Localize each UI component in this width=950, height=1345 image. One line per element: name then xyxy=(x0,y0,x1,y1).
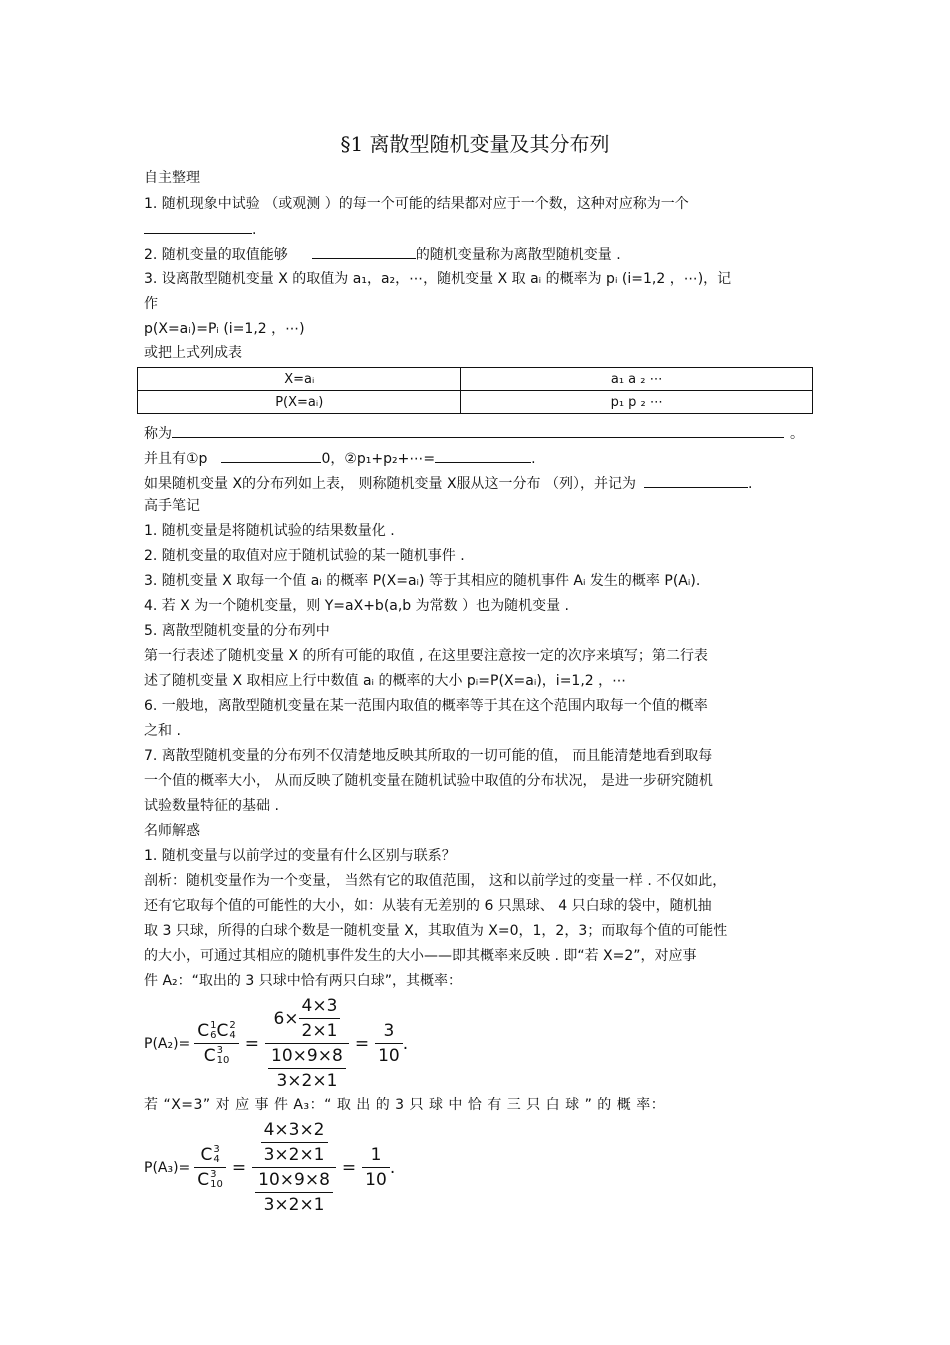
note-6-line-2: 之和 . xyxy=(144,723,181,739)
analysis-line-4: 的大小，可通过其相应的随机事件发生的大小——即其概率来反映 . 即“若 X=2”，对应事 xyxy=(144,948,697,964)
table-cell: X=aᵢ xyxy=(138,368,461,391)
item-1-line-1: 1. 随机现象中试验 （或观测 ）的每一个可能的结果都对应于一个数，这种对应称为一个 xyxy=(144,196,689,212)
result-fraction: $\frac{3}{10}$ xyxy=(375,1021,403,1066)
expanded-fraction: 6× $\frac{4\times 3}{2\times 1}$ $\frac{10\times 9\times 8}{3\times 2\times 1}$ xyxy=(265,996,349,1091)
item-3-formula: p(X=aᵢ)=Pᵢ (i=1,2 ，⋯) xyxy=(144,321,305,337)
note-1: 1. 随机变量是将随机试验的结果数量化 . xyxy=(144,523,395,539)
note-7: 7. 离散型随机变量的分布列不仅清楚地反映其所取的一切可能的值， 而且能清楚地看到取每 xyxy=(144,748,713,764)
combination-fraction: C 3 4 C 3 10 xyxy=(194,1145,226,1190)
table-cell: p₁ p ₂ ⋯ xyxy=(461,391,813,414)
item-3-notation: 如果随机变量 X的分布列如上表， 则称随机变量 X服从这一分布 （列），并记为 . xyxy=(144,473,752,493)
item-3-called: 称为 。 xyxy=(144,423,804,443)
table-row xyxy=(138,391,813,414)
item-3-table-intro: 或把上式列成表 xyxy=(144,345,242,361)
note-5: 5. 离散型随机变量的分布列中 xyxy=(144,623,330,639)
page-title: §1 离散型随机变量及其分布列 xyxy=(340,132,610,156)
item-2: 2. 随机变量的取值能够 的随机变量称为离散型随机变量 . xyxy=(144,244,621,264)
analysis-line-2: 还有它取每个值的可能性的大小，如：从装有无差别的 6 只黑球、 4 只白球的袋中，随机抽 xyxy=(144,898,712,914)
answer-blank xyxy=(144,219,252,234)
answer-blank xyxy=(644,473,748,488)
analysis-line-6: 若 “X=3” 对 应 事 件 A₃：“ 取 出 的 3 只 球 中 恰 有 三 只 白 球 ” 的 概 率： xyxy=(144,1097,666,1113)
section-heading-explain: 名师解惑 xyxy=(144,823,200,839)
table-cell: P(X=aᵢ) xyxy=(138,391,461,414)
section-heading-self-study: 自主整理 xyxy=(144,170,200,186)
item-1-line-2: . xyxy=(144,219,256,239)
note-6: 6. 一般地，离散型随机变量在某一范围内取值的概率等于其在这个范围内取每一个值的概率 xyxy=(144,698,708,714)
analysis-line-5: 件 A₂：“取出的 3 只球中恰有两只白球”，其概率： xyxy=(144,973,462,989)
note-4: 4. 若 X 为一个随机变量，则 Y=aX+b(a,b 为常数 ）也为随机变量 . xyxy=(144,598,569,614)
table-row xyxy=(138,368,813,391)
expanded-fraction: $\frac{\frac{4\times 3\times 2}{3\times 2\times 1}}{\frac{10\times 9\times 8}{3\times 2\times 1}}$ xyxy=(252,1120,336,1215)
item-3-line-1: 3. 设离散型随机变量 X 的取值为 a₁，a₂，⋯，随机变量 X 取 aᵢ 的概率为 pᵢ (i=1,2 ，⋯)，记 xyxy=(144,271,732,287)
item-3-line-2: 作 xyxy=(144,296,158,312)
distribution-table xyxy=(137,367,813,414)
note-5-line-3: 述了随机变量 X 取相应上行中数值 aᵢ 的概率的大小 pᵢ=P(X=aᵢ)，i=1,2 ，⋯ xyxy=(144,673,627,689)
note-7-line-3: 试验数量特征的基础 . xyxy=(144,798,279,814)
result-fraction: $\frac{1}{10}$ xyxy=(362,1145,390,1190)
note-5-line-2: 第一行表述了随机变量 X 的所有可能的取值 , 在这里要注意按一定的次序来填写；第二行表 xyxy=(144,648,708,664)
answer-blank xyxy=(221,448,321,463)
analysis-line-3: 取 3 只球，所得的白球个数是一随机变量 X，其取值为 X=0，1，2，3；而取每个值的可能性 xyxy=(144,923,728,939)
note-7-line-2: 一个值的概率大小， 从而反映了随机变量在随机试验中取值的分布状况， 是进一步研究随机 xyxy=(144,773,713,789)
item-3-conditions: 并且有①p 0，②p₁+p₂+⋯= . xyxy=(144,448,536,468)
note-2: 2. 随机变量的取值对应于随机试验的某一随机事件 . xyxy=(144,548,465,564)
analysis-line-1: 剖析：随机变量作为一个变量， 当然有它的取值范围， 这和以前学过的变量一样 . 不仅如此， xyxy=(144,873,727,889)
answer-blank xyxy=(312,244,416,259)
question-1: 1. 随机变量与以前学过的变量有什么区别与联系？ xyxy=(144,848,456,864)
answer-blank xyxy=(172,423,784,438)
answer-blank xyxy=(435,448,531,463)
note-3: 3. 随机变量 X 取每一个值 aᵢ 的概率 P(X=aᵢ) 等于其相应的随机事件 Aᵢ 发生的概率 P(Aᵢ). xyxy=(144,573,701,589)
combination-fraction: C 1 6 C 2 4 C 3 10 xyxy=(194,1021,239,1066)
table-cell: a₁ a ₂ ⋯ xyxy=(461,368,813,391)
equation-p-a2: P(A₂)= C 1 6 C 2 4 C 3 10 = 6× $\frac{4\times 3}{2\times 1}$ $\frac{10\times 9\times 8}{3\times 2\times 1}$ = $\frac{3}{10}$ . xyxy=(144,996,409,1091)
equation-p-a3: P(A₃)= C 3 4 C 3 10 = $\frac{\frac{4\times 3\times 2}{3\times 2\times 1}}{\frac{10\times 9\times 8}{3\times 2\times 1}}$ = $\frac{1}{10}$ . xyxy=(144,1120,396,1215)
section-heading-notes: 高手笔记 xyxy=(144,498,200,514)
